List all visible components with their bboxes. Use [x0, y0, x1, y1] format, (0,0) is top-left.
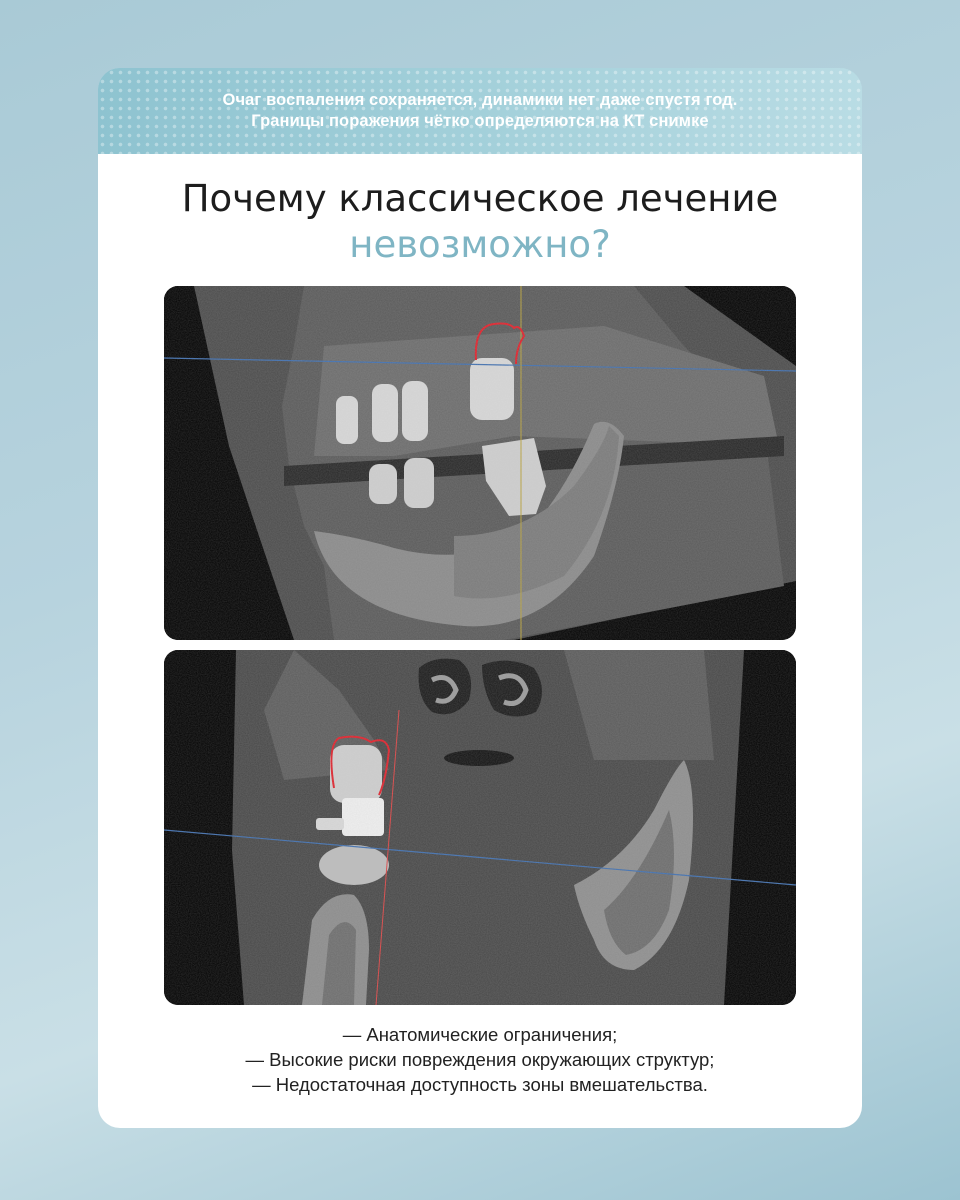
title-line-accent: невозможно?: [349, 223, 611, 266]
list-item: — Недостаточная доступность зоны вмешательства.: [252, 1074, 708, 1095]
title-line-main: Почему классическое лечение: [181, 177, 779, 220]
page-title: [98, 176, 862, 268]
ct-sagittal-scan: [164, 286, 796, 640]
content-card: [98, 68, 862, 1128]
info-banner: [98, 68, 862, 154]
reasons-list: [98, 1022, 862, 1097]
ct-coronal-scan: [164, 650, 796, 1005]
list-item: — Высокие риски повреждения окружающих структур;: [245, 1049, 715, 1070]
banner-text-line-2: Границы поражения чётко определяются на КТ снимке: [251, 112, 709, 130]
banner-text-line-1: Очаг воспаления сохраняется, динамики нет даже спустя год.: [222, 91, 738, 109]
list-item: — Анатомические ограничения;: [342, 1024, 618, 1045]
